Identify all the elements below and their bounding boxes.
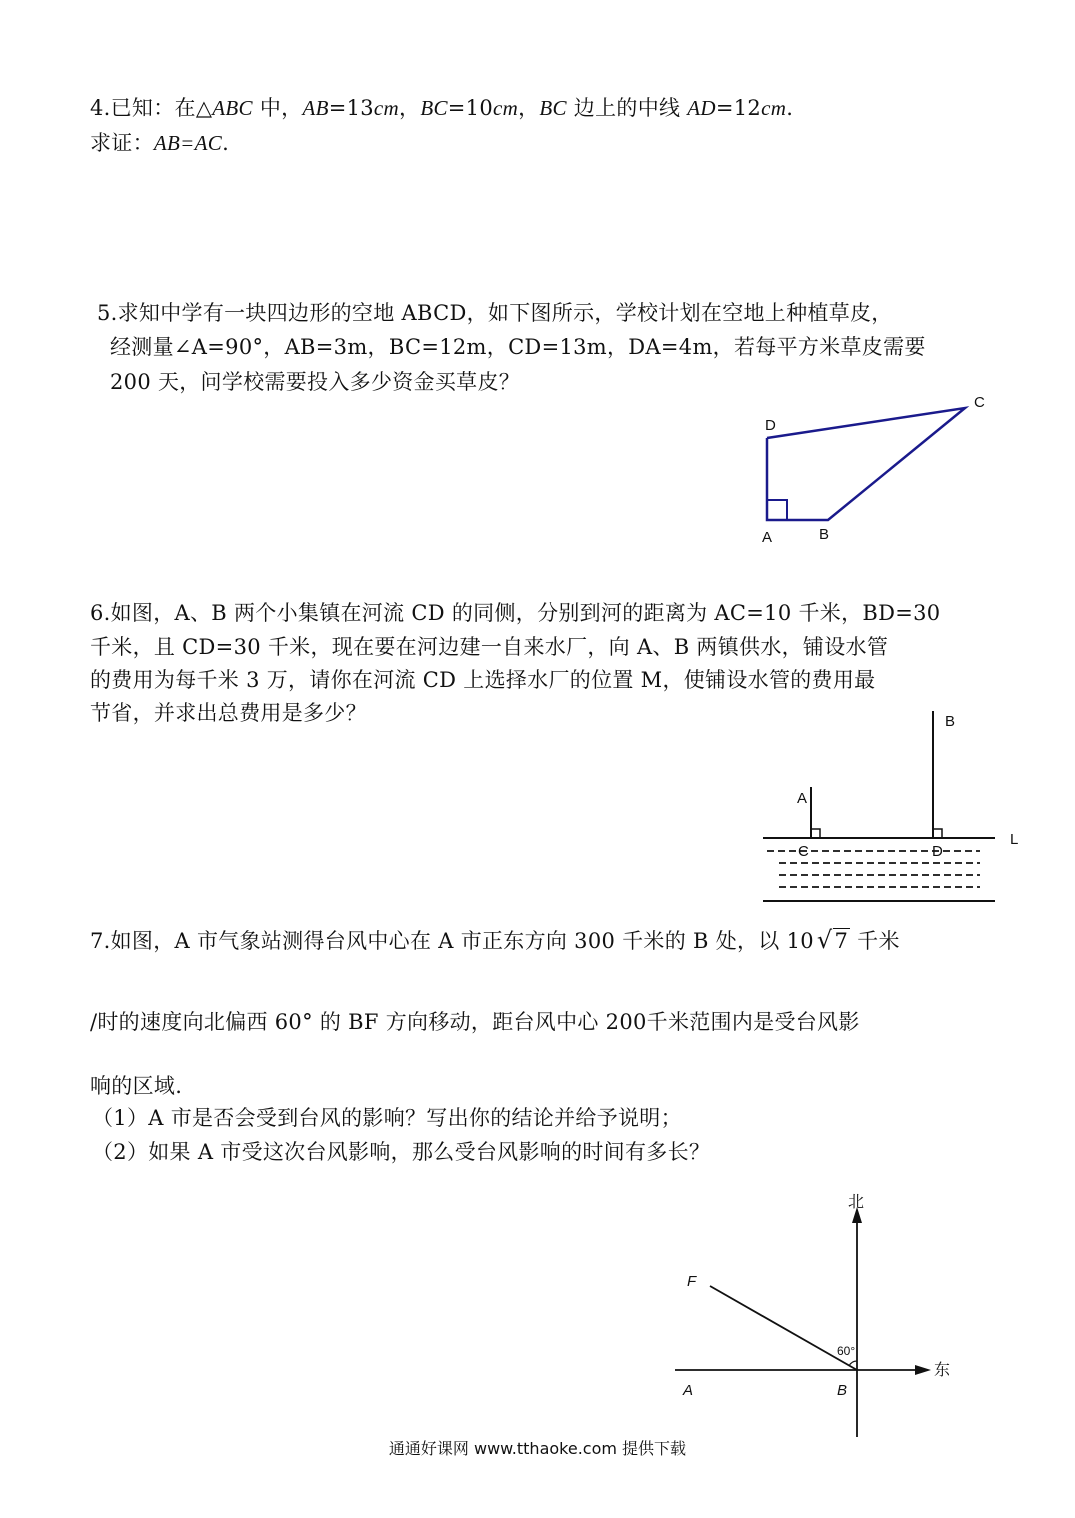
q6-line2: 千米，且 CD=30 千米，现在要在河边建一自来水厂，向 A、B 两镇供水，铺设水管 [90,635,889,659]
label-a: A [797,790,808,807]
river-diagram [755,705,1045,905]
q6-line3: 的费用为每千米 3 万，请你在河流 CD 上选择水厂的位置 M，使铺设水管的费用最 [90,668,876,692]
footer-text: 通通好课网 www.tthaoke.com 提供下载 [388,1439,687,1458]
q5-line2: 经测量∠A=90°，AB=3m，BC=12m，CD=13m，DA=4m，若每平方米草皮需要 [110,335,926,359]
q4-line1: 4.已知：在△ABC 中，AB=13cm，BC=10cm，BC 边上的中线 AD=12cm. [90,96,794,120]
label-d: D [765,417,776,434]
q5-line3: 200 天，问学校需要投入多少资金买草皮？ [110,370,521,394]
right-angle-mark-c [811,829,820,838]
segment-bf [710,1286,857,1370]
typhoon-diagram [665,1185,965,1445]
label-east: 东 [934,1360,951,1379]
label-a: A [683,1382,694,1399]
east-arrow-icon [915,1365,931,1375]
q6-line1: 6.如图，A、B 两个小集镇在河流 CD 的同侧，分别到河的距离为 AC=10 千米，BD=30 [90,601,941,625]
label-c: C [974,394,985,411]
q4-line2: 求证：AB=AC. [90,131,230,155]
quadrilateral-diagram [750,390,1010,560]
label-l: L [1010,831,1019,848]
label-d: D [932,843,943,860]
q7-line1: 7.如图，A 市气象站测得台风中心在 A 市正东方向 300 千米的 B 处，以 10 √7 千米 [90,926,900,954]
label-b: B [819,526,830,543]
label-angle: 60° [837,1344,856,1358]
q5-line1: 5.求知中学有一块四边形的空地 ABCD，如下图所示，学校计划在空地上种植草皮， [97,301,893,325]
right-angle-mark-a [767,500,787,520]
q7-line5: （2）如果 A 市受这次台风影响，那么受台风影响的时间有多长？ [92,1140,711,1164]
label-b: B [945,713,956,730]
sqrt-seven: √7 [816,926,849,954]
label-f: F [687,1273,697,1290]
right-angle-mark-d [933,829,942,838]
label-b: B [837,1382,848,1399]
q7-line3: 响的区域. [90,1074,183,1098]
label-a: A [762,529,773,546]
quadrilateral-shape [767,408,965,520]
q7-line4: （1）A 市是否会受到台风的影响？写出你的结论并给予说明； [92,1106,682,1130]
label-north: 北 [848,1192,865,1211]
label-c: C [798,843,809,860]
q6-line4: 节省，并求出总费用是多少？ [90,701,367,725]
q7-line2: /时的速度向北偏西 60° 的 BF 方向移动，距台风中心 200千米范围内是受台风影 [90,1010,860,1034]
